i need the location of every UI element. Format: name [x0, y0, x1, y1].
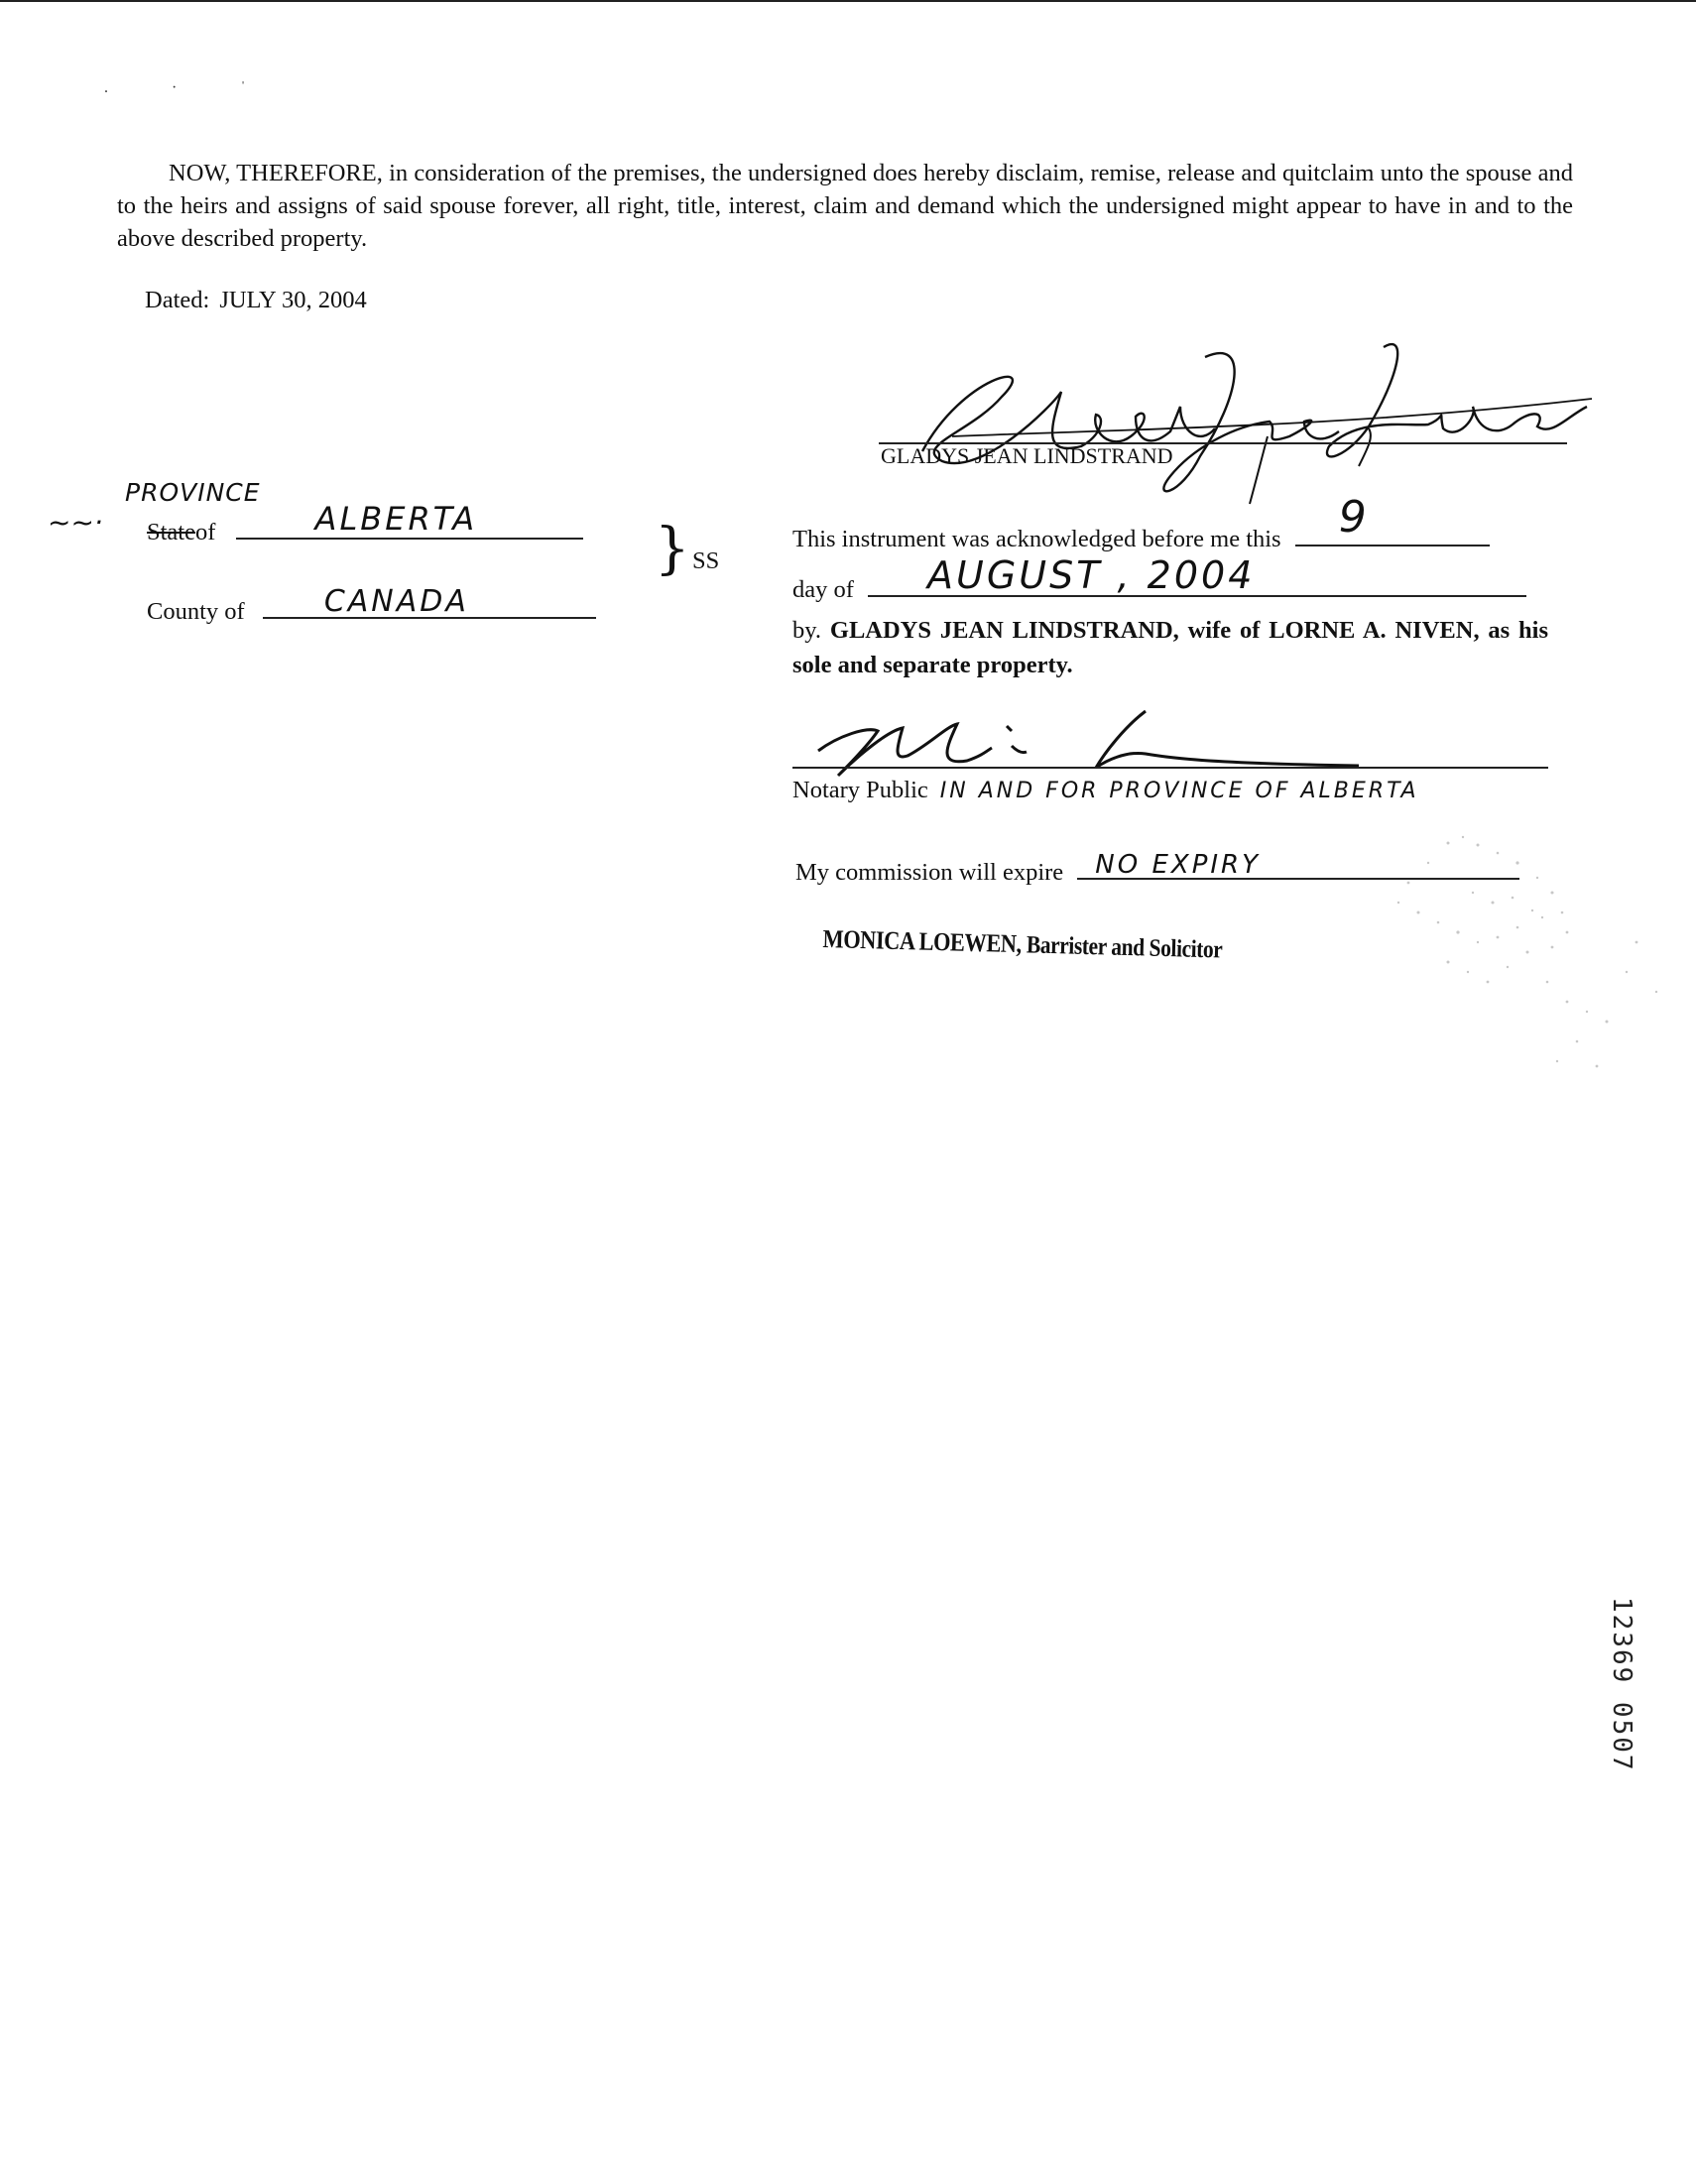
ack-month-field	[868, 553, 1526, 597]
ack-line-1-text: This instrument was acknowledged before me this	[792, 526, 1281, 552]
dated-value: JULY 30, 2004	[219, 287, 367, 313]
ack-body-text: GLADYS JEAN LINDSTRAND, wife of LORNE A. NIVEN, as his sole and separate property.	[792, 617, 1549, 678]
dated-line	[145, 287, 367, 314]
notary-name-title	[822, 924, 1223, 965]
ack-line-1	[792, 492, 1548, 553]
ack-day-of-label: day of	[792, 576, 854, 603]
scan-edge-line	[0, 0, 1696, 2]
notary-seal	[1369, 823, 1666, 1081]
ack-line-2	[792, 553, 1548, 604]
commission-label: My commission will expire	[795, 859, 1064, 886]
notary-signature-line	[792, 767, 1548, 769]
notary-signature	[808, 706, 1364, 786]
notary-label: Notary Public	[792, 777, 928, 803]
county-field	[263, 584, 596, 619]
province-handwritten: PROVINCE	[125, 478, 261, 507]
ss-label: SS	[692, 547, 720, 574]
ack-by-label: by.	[792, 617, 822, 644]
county-label: County of	[147, 598, 245, 625]
quitclaim-paragraph: NOW, THEREFORE, in consideration of the premises, the undersigned does hereby disclaim, remise, release and quitclaim unto the spouse and to the heirs and assigns of said spouse forever, all right, title, interest, claim and demand which the undersigned might appear to have in and to the above described property.	[117, 160, 1573, 252]
state-field	[236, 500, 583, 540]
state-value: ALBERTA	[314, 500, 478, 538]
gladys-signature	[853, 337, 1607, 506]
ack-body	[792, 613, 1548, 682]
ack-day-field	[1295, 492, 1490, 546]
state-row	[147, 500, 583, 546]
ack-month-year-value: AUGUST , 2004	[927, 553, 1256, 597]
dated-label: Dated:	[145, 287, 210, 313]
venue-brace: }	[655, 517, 690, 581]
county-value: CANADA	[323, 584, 469, 619]
county-row	[147, 584, 596, 626]
notary-row	[792, 777, 1548, 804]
signer-printed-name: GLADYS JEAN LINDSTRAND	[881, 443, 1173, 468]
notary-jurisdiction: IN AND FOR PROVINCE OF ALBERTA	[939, 779, 1419, 803]
notary-name: MONICA LOEWEN,	[822, 924, 1023, 959]
state-label-suffix: of	[195, 519, 216, 546]
state-label-struck: State	[147, 519, 195, 546]
insertion-mark: ~~·	[48, 506, 103, 539]
document-control-number: 12369 0507	[1607, 1597, 1636, 1772]
ack-day-value: 9	[1338, 492, 1367, 543]
scan-specks: . · ˈ	[104, 79, 276, 96]
notary-title: Barrister and Solicitor	[1026, 931, 1223, 964]
commission-value: NO EXPIRY	[1095, 850, 1262, 880]
